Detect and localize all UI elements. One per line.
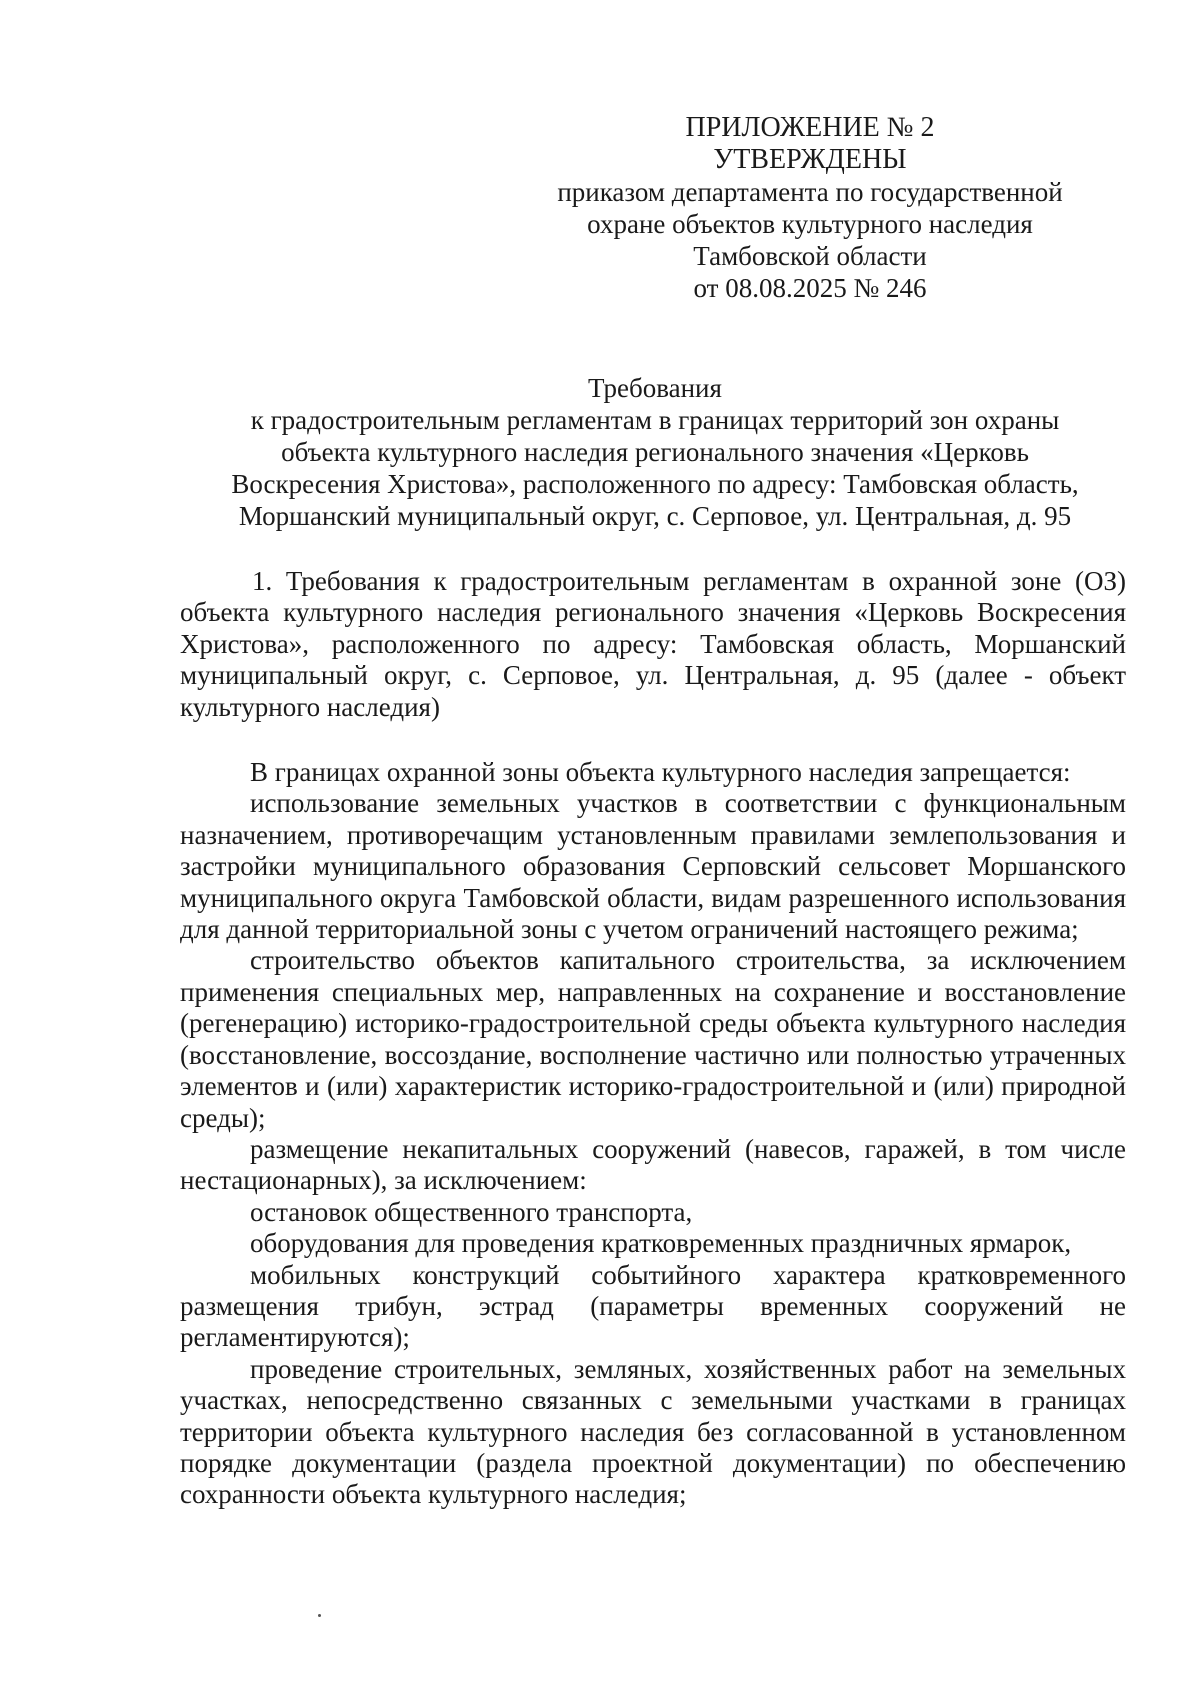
title-line: объекта культурного наследия регионального значения «Церковь: [281, 437, 1029, 467]
appendix-number: ПРИЛОЖЕНИЕ № 2: [685, 112, 935, 143]
exception-item: оборудования для проведения кратковременных праздничных ярмарок,: [250, 1228, 1072, 1259]
title-heading: Требования: [588, 373, 722, 403]
prohibition-paragraph: строительство объектов капитального строительства, за исключением применения специальных мер, направленных на сохранение и восстановление (регенерацию) историко-градостроительной среды объекта культурного наследия (восстановление, воссоздание, восполнение частично или полностью утраченных элементов и (или) характеристик историко-градостроительной и (или) природной среды);: [180, 945, 1126, 1133]
approval-region-line: Тамбовской области: [693, 241, 927, 271]
approval-date-line: от 08.08.2025 № 246: [693, 273, 927, 303]
prohibition-paragraph: проведение строительных, земляных, хозяйственных работ на земельных участках, непосредственно связанных с земельными участками в границах территории объекта культурного наследия без согласованной в установленном порядке документации (раздела проектной документации) по обеспечению сохранности объекта культурного наследия;: [180, 1353, 1126, 1510]
prohibition-paragraph: размещение некапитальных сооружений (навесов, гаражей, в том числе нестационарных), за исключением:: [180, 1133, 1126, 1196]
approval-order-line: приказом департамента по государственной: [557, 177, 1063, 207]
prohibitions-intro: В границах охранной зоны объекта культурного наследия запрещается:: [250, 757, 1071, 788]
approval-stamp-block: [530, 112, 1090, 304]
exception-item: мобильных конструкций событийного характера кратковременного размещения трибун, эстрад (параметры временных сооружений не регламентируются);: [180, 1259, 1126, 1353]
document-title: [180, 372, 1130, 532]
document-body: [180, 566, 1126, 1511]
title-line: к градостроительным регламентам в границах территорий зон охраны: [250, 405, 1060, 435]
scan-speck: [318, 1614, 321, 1617]
prohibition-paragraph: использование земельных участков в соответствии с функциональным назначением, противоречащим установленным правилами землепользования и застройки муниципального образования Серповский сельсовет Моршанского муниципального округа Тамбовской области, видам разрешенного использования для данной территориальной зоны с учетом ограничений настоящего режима;: [180, 788, 1126, 945]
exception-item: остановок общественного транспорта,: [250, 1196, 693, 1227]
approval-department-line: охране объектов культурного наследия: [587, 209, 1033, 239]
section-1-paragraph: 1. Требования к градостроительным регламентам в охранной зоне (ОЗ) объекта культурного наследия регионального значения «Церковь Воскресения Христова», расположенного по адресу: Тамбовская область, Моршанский муниципальный округ, с. Серповое, ул. Центральная, д. 95 (далее - объект культурного наследия): [180, 566, 1126, 722]
approved-label: УТВЕРЖДЕНЫ: [713, 144, 907, 175]
title-line: Моршанский муниципальный округ, с. Серповое, ул. Центральная, д. 95: [238, 501, 1072, 531]
title-line: Воскресения Христова», расположенного по адресу: Тамбовская область,: [231, 469, 1079, 499]
